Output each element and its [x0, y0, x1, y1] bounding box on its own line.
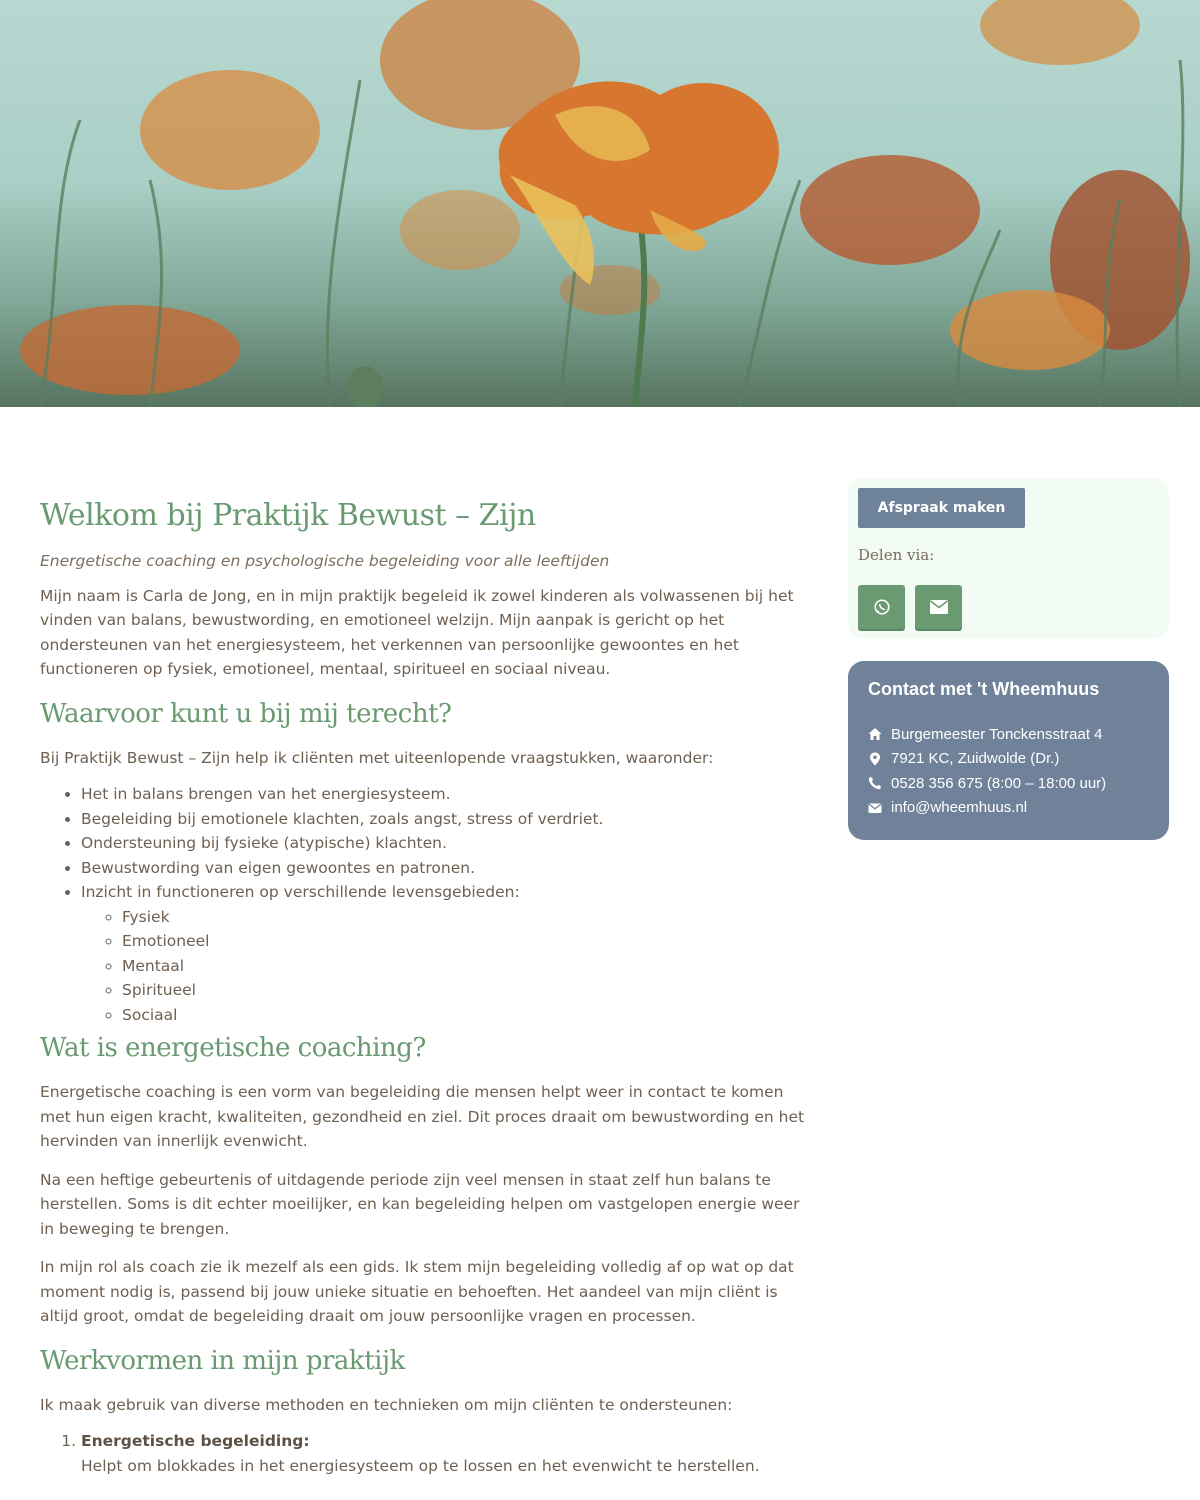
hero-image	[0, 0, 1200, 407]
appointment-card	[848, 478, 1169, 639]
page-subtitle: Energetische coaching en psychologische begeleiding voor alle leeftijden	[40, 552, 610, 570]
share-whatsapp-button[interactable]	[858, 585, 905, 629]
contact-city	[868, 747, 1106, 772]
life-areas-list	[81, 905, 810, 1028]
contact-list	[868, 722, 1106, 820]
list-item: ◦ Sociaal	[122, 1003, 810, 1028]
contact-title: Contact met 't Wheemhuus	[868, 679, 1100, 699]
list-item: ◦ Spiritueel	[122, 978, 810, 1003]
share-label: Delen via:	[858, 546, 935, 564]
methods-list	[40, 1429, 810, 1478]
contact-address	[868, 722, 1106, 747]
coaching-paragraph: Energetische coaching is een vorm van begeleiding die mensen helpt weer in contact te komen met hun eigen kracht, kwaliteiten, gezondheid en ziel. Dit proces draait om bewustwording en het hervinden van innerlijk evenwicht.	[40, 1083, 805, 1150]
phone-icon	[868, 776, 882, 790]
list-item: ◦ Mentaal	[122, 954, 810, 979]
contact-email-link[interactable]: info@wheemhuus.nl	[891, 799, 1028, 817]
help-intro: Bij Praktijk Bewust – Zijn help ik cliënten met uiteenlopende vraagstukken, waaronder:	[40, 748, 714, 767]
method-title: Energetische begeleiding:	[81, 1432, 310, 1450]
intro-paragraph: Mijn naam is Carla de Jong, en in mijn praktijk begeleid ik zowel kinderen als volwassenen bij het vinden van balans, bewustwording, en emotioneel welzijn. Mijn aanpak is gericht op het ondersteunen van het energiesysteem, het verkennen van persoonlijke gewoontes en het functioneren op fysiek, emotioneel, mentaal, spiritueel en sociaal niveau.	[40, 586, 794, 678]
contact-city-text: 7921 KC, Zuidwolde (Dr.)	[891, 750, 1060, 768]
list-item: ◦ Emotioneel	[122, 929, 810, 954]
home-icon	[868, 727, 882, 741]
contact-card	[848, 661, 1169, 840]
main-content	[40, 495, 810, 1478]
method-text: Helpt om blokkades in het energiesysteem op te lossen en het evenwicht te herstellen.	[81, 1456, 760, 1475]
list-item: • Het in balans brengen van het energiesysteem.	[81, 782, 810, 807]
list-item: • Ondersteuning bij fysieke (atypische) klachten.	[81, 831, 810, 856]
share-email-button[interactable]	[915, 585, 962, 629]
list-item	[81, 880, 810, 1027]
coaching-heading: Wat is energetische coaching?	[40, 1033, 426, 1063]
help-heading: Waarvoor kunt u bij mij terecht?	[40, 698, 452, 729]
help-list	[40, 782, 810, 1027]
coaching-paragraph: Na een heftige gebeurtenis of uitdagende periode zijn veel mensen in staat zelf hun balans te herstellen. Soms is dit echter moeilijker, en kan begeleiding helpen om vastgelopen energie weer in beweging te brengen.	[40, 1170, 800, 1238]
page-title: Welkom bij Praktijk Bewust – Zijn	[40, 498, 536, 533]
coaching-paragraph: In mijn rol als coach zie ik mezelf als een gids. Ik stem mijn begeleiding volledig af op wat op dat moment nodig is, passend bij jouw unieke situatie en behoeften. Het aandeel van mijn cliënt is altijd groot, omdat de begeleiding draait om jouw persoonlijke vragen en processen.	[40, 1258, 794, 1325]
envelope-icon	[868, 801, 882, 815]
poppy-field-illustration	[0, 0, 1200, 407]
contact-phone-text[interactable]: 0528 356 675 (8:00 – 18:00 uur)	[891, 774, 1107, 792]
envelope-icon	[930, 600, 948, 614]
list-item: • Bewustwording van eigen gewoontes en patronen.	[81, 856, 810, 881]
list-item	[81, 1429, 810, 1478]
contact-email[interactable]	[868, 796, 1106, 821]
methods-intro: Ik maak gebruik van diverse methoden en technieken om mijn cliënten te ondersteunen:	[40, 1395, 733, 1414]
methods-heading: Werkvormen in mijn praktijk	[40, 1345, 405, 1376]
appointment-button[interactable]: Afspraak maken	[858, 488, 1025, 528]
list-item: • Begeleiding bij emotionele klachten, zoals angst, stress of verdriet.	[81, 807, 810, 832]
whatsapp-icon	[873, 598, 891, 616]
list-item: ◦ Fysiek	[122, 905, 810, 930]
contact-phone[interactable]	[868, 771, 1106, 796]
contact-address-text: Burgemeester Tonckensstraat 4	[891, 725, 1103, 743]
list-item-label: Inzicht in functioneren op verschillende levensgebieden:	[81, 883, 520, 901]
map-marker-icon	[868, 752, 882, 766]
